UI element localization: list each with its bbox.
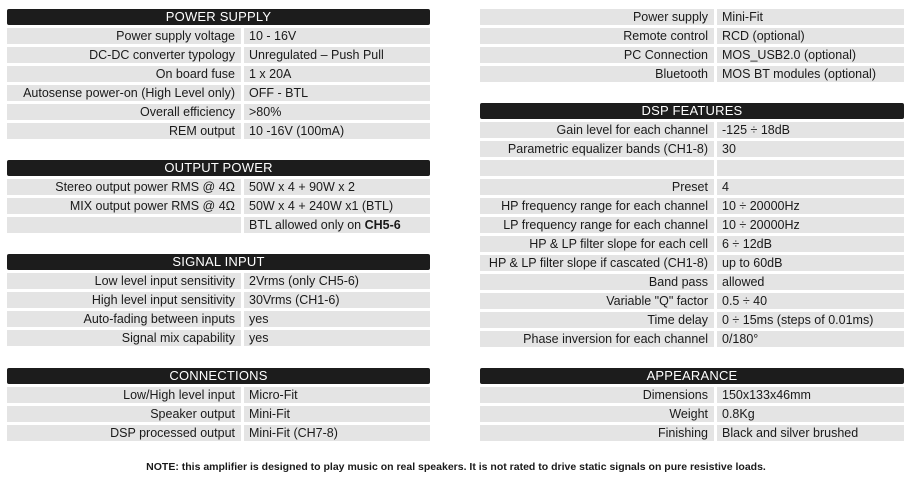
- spec-value: -125 ÷ 18dB: [717, 122, 904, 138]
- spec-label: Autosense power-on (High Level only): [7, 85, 241, 101]
- spec-value: Black and silver brushed: [717, 425, 904, 441]
- spec-label: Low/High level input: [7, 387, 241, 403]
- spec-label: Preset: [480, 179, 714, 195]
- output-power-header: OUTPUT POWER: [7, 160, 430, 176]
- power-supply-section: [7, 9, 430, 142]
- spec-row: [480, 9, 904, 25]
- spec-label: Time delay: [480, 312, 714, 328]
- spec-label: DSP processed output: [7, 425, 241, 441]
- spec-row: [7, 387, 430, 403]
- spec-row: [480, 274, 904, 290]
- spec-value: yes: [244, 311, 430, 327]
- spec-value: allowed: [717, 274, 904, 290]
- spec-label: Auto-fading between inputs: [7, 311, 241, 327]
- spec-label: HP & LP filter slope if cascated (CH1-8): [480, 255, 714, 271]
- spec-label: Bluetooth: [480, 66, 714, 82]
- spec-row: [480, 255, 904, 271]
- spec-label: High level input sensitivity: [7, 292, 241, 308]
- spec-row: [7, 179, 430, 195]
- spec-value: Mini-Fit (CH7-8): [244, 425, 430, 441]
- spec-label: PC Connection: [480, 47, 714, 63]
- spec-label: Remote control: [480, 28, 714, 44]
- btl-note: [244, 217, 430, 233]
- spec-value: 10 ÷ 20000Hz: [717, 217, 904, 233]
- spec-value: 150x133x46mm: [717, 387, 904, 403]
- spec-value: Mini-Fit: [717, 9, 904, 25]
- spec-label: Finishing: [480, 425, 714, 441]
- spec-value: 30Vrms (CH1-6): [244, 292, 430, 308]
- spec-label: Variable "Q" factor: [480, 293, 714, 309]
- spec-label: HP frequency range for each channel: [480, 198, 714, 214]
- spec-value: 50W x 4 + 240W x1 (BTL): [244, 198, 430, 214]
- spec-row: [480, 312, 904, 328]
- signal-input-section: [7, 254, 430, 349]
- btl-note-prefix: BTL allowed only on: [249, 218, 365, 232]
- btl-note-channels: CH5-6: [364, 218, 401, 232]
- spec-value: MOS BT modules (optional): [717, 66, 904, 82]
- spec-value: 10 -16V (100mA): [244, 123, 430, 139]
- spec-value: OFF - BTL: [244, 85, 430, 101]
- spec-row: [7, 217, 430, 233]
- spec-value-empty: [717, 160, 904, 176]
- spec-value: 0 ÷ 15ms (steps of 0.01ms): [717, 312, 904, 328]
- spec-row: [7, 123, 430, 139]
- spec-label: Power supply: [480, 9, 714, 25]
- spec-label: HP & LP filter slope for each cell: [480, 236, 714, 252]
- dsp-features-section: [480, 103, 904, 350]
- spec-value: >80%: [244, 104, 430, 120]
- appearance-section: [480, 368, 904, 444]
- spec-value: yes: [244, 330, 430, 346]
- spec-row: [480, 425, 904, 441]
- spec-label: Overall efficiency: [7, 104, 241, 120]
- spec-label: REM output: [7, 123, 241, 139]
- spec-row: [480, 47, 904, 63]
- spec-label: Weight: [480, 406, 714, 422]
- spec-label: Low level input sensitivity: [7, 273, 241, 289]
- spec-row: [7, 292, 430, 308]
- spec-label: Speaker output: [7, 406, 241, 422]
- connections-header: CONNECTIONS: [7, 368, 430, 384]
- connections-section: [7, 368, 430, 444]
- spec-row: [7, 85, 430, 101]
- spec-value: 10 ÷ 20000Hz: [717, 198, 904, 214]
- spec-row: [480, 141, 904, 157]
- appearance-header: APPEARANCE: [480, 368, 904, 384]
- spec-row: [7, 330, 430, 346]
- spec-row: [480, 66, 904, 82]
- spec-value: 0.5 ÷ 40: [717, 293, 904, 309]
- spec-row: [480, 198, 904, 214]
- spec-label: Phase inversion for each channel: [480, 331, 714, 347]
- spec-label-empty: [7, 217, 241, 233]
- spec-value: 10 - 16V: [244, 28, 430, 44]
- spec-value: RCD (optional): [717, 28, 904, 44]
- spec-label: Band pass: [480, 274, 714, 290]
- spec-row: [480, 179, 904, 195]
- spec-label-empty: [480, 160, 714, 176]
- spec-row: [480, 122, 904, 138]
- spec-value: up to 60dB: [717, 255, 904, 271]
- spec-label: Power supply voltage: [7, 28, 241, 44]
- spec-row: [7, 198, 430, 214]
- spec-value: 4: [717, 179, 904, 195]
- spec-label: Dimensions: [480, 387, 714, 403]
- spec-label: On board fuse: [7, 66, 241, 82]
- spec-value: 0/180°: [717, 331, 904, 347]
- spec-row: [480, 217, 904, 233]
- spec-row: [7, 47, 430, 63]
- spec-value: 30: [717, 141, 904, 157]
- signal-input-header: SIGNAL INPUT: [7, 254, 430, 270]
- spec-row: [480, 293, 904, 309]
- spec-value: 6 ÷ 12dB: [717, 236, 904, 252]
- spec-row: [7, 406, 430, 422]
- spec-row: [480, 331, 904, 347]
- spec-value: 1 x 20A: [244, 66, 430, 82]
- spec-value: MOS_USB2.0 (optional): [717, 47, 904, 63]
- spec-value: Micro-Fit: [244, 387, 430, 403]
- spec-row: [480, 387, 904, 403]
- spec-label: Signal mix capability: [7, 330, 241, 346]
- spec-row-empty: [480, 160, 904, 176]
- spec-label: MIX output power RMS @ 4Ω: [7, 198, 241, 214]
- spec-label: Stereo output power RMS @ 4Ω: [7, 179, 241, 195]
- spec-row: [480, 406, 904, 422]
- spec-row: [7, 28, 430, 44]
- spec-row: [7, 311, 430, 327]
- spec-row: [480, 236, 904, 252]
- connections-right-section: [480, 9, 904, 85]
- spec-value: 50W x 4 + 90W x 2: [244, 179, 430, 195]
- spec-row: [7, 425, 430, 441]
- footnote: NOTE: this amplifier is designed to play music on real speakers. It is not rated to drive static signals on pure resistive loads.: [146, 461, 766, 473]
- spec-row: [7, 273, 430, 289]
- spec-label: Gain level for each channel: [480, 122, 714, 138]
- spec-label: DC-DC converter typology: [7, 47, 241, 63]
- spec-row: [7, 66, 430, 82]
- spec-value: Unregulated – Push Pull: [244, 47, 430, 63]
- spec-label: Parametric equalizer bands (CH1-8): [480, 141, 714, 157]
- spec-row: [480, 28, 904, 44]
- dsp-features-header: DSP FEATURES: [480, 103, 904, 119]
- spec-value: Mini-Fit: [244, 406, 430, 422]
- spec-value: 0.8Kg: [717, 406, 904, 422]
- spec-value: 2Vrms (only CH5-6): [244, 273, 430, 289]
- spec-row: [7, 104, 430, 120]
- spec-label: LP frequency range for each channel: [480, 217, 714, 233]
- power-supply-header: POWER SUPPLY: [7, 9, 430, 25]
- output-power-section: [7, 160, 430, 236]
